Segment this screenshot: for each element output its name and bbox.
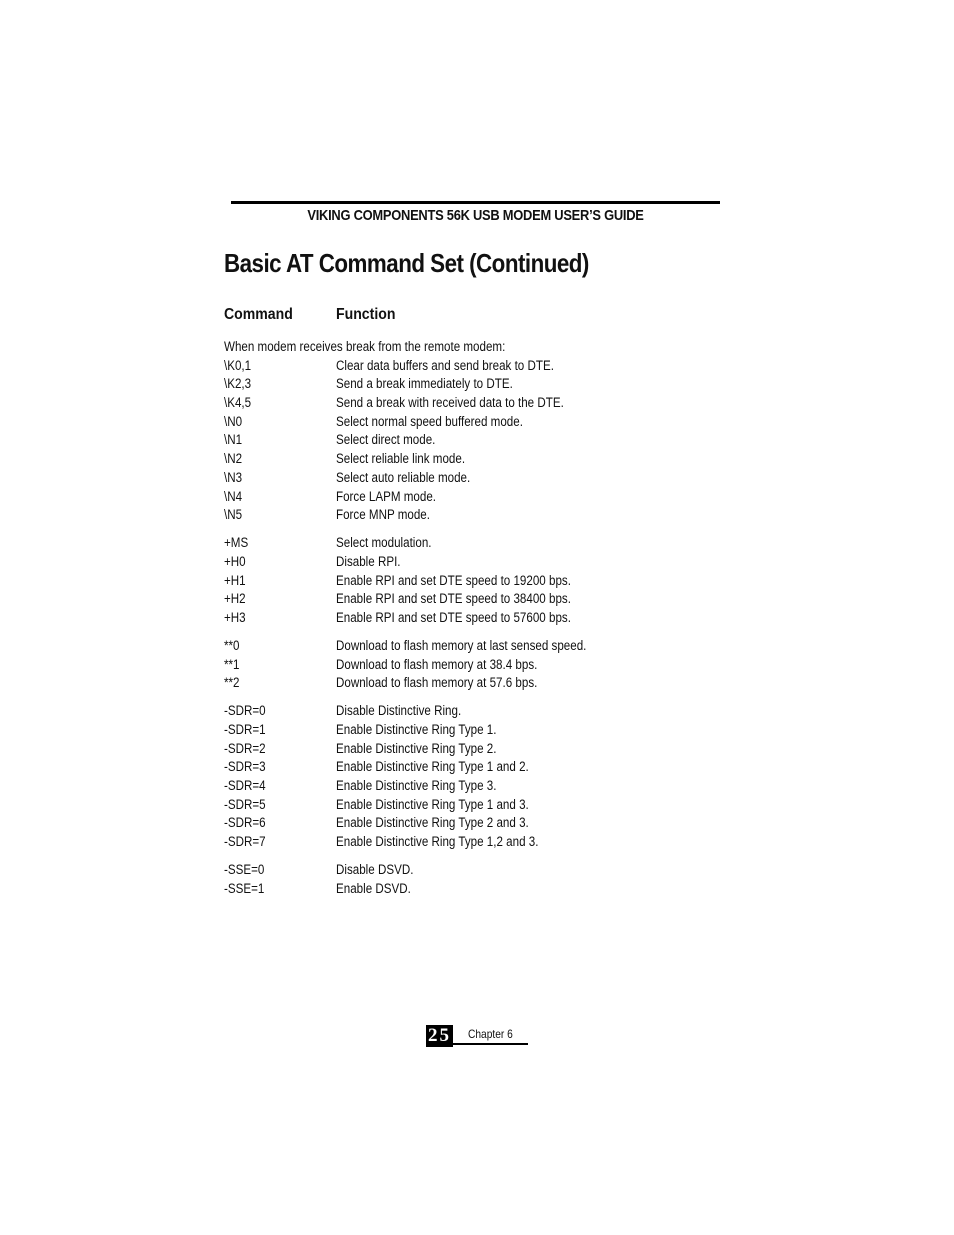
- function-cell: Force MNP mode.: [336, 507, 430, 523]
- command-cell: -SDR=7: [224, 834, 266, 850]
- table-row: [224, 469, 644, 488]
- column-header-command: Command: [224, 306, 293, 323]
- table-row: [224, 721, 644, 740]
- column-header-function: Function: [336, 306, 396, 323]
- command-cell: -SSE=1: [224, 880, 265, 896]
- command-cell: -SDR=3: [224, 759, 266, 775]
- table-row: [224, 572, 644, 591]
- page-number: 25: [428, 1025, 451, 1046]
- function-cell: Select auto reliable mode.: [336, 469, 471, 485]
- function-cell: Disable DSVD.: [336, 862, 414, 878]
- function-cell: Download to flash memory at last sensed speed.: [336, 637, 587, 653]
- header-rule: [231, 201, 720, 204]
- command-cell: +H0: [224, 553, 246, 569]
- function-cell: Enable RPI and set DTE speed to 57600 bps.: [336, 609, 571, 625]
- command-group: [224, 357, 644, 525]
- table-row: [224, 534, 644, 553]
- page-footer: [426, 1025, 528, 1047]
- command-cell: \K2,3: [224, 376, 252, 392]
- command-cell: **2: [224, 675, 240, 691]
- function-cell: Enable Distinctive Ring Type 1 and 2.: [336, 759, 529, 775]
- table-row: [224, 833, 644, 852]
- command-cell: +H1: [224, 572, 246, 588]
- command-cell: -SDR=1: [224, 721, 266, 737]
- table-row: [224, 553, 644, 572]
- page-title: Basic AT Command Set (Continued): [224, 248, 589, 278]
- command-cell: \N4: [224, 488, 243, 504]
- command-groups: [224, 357, 644, 899]
- table-row: [224, 590, 644, 609]
- function-cell: Enable Distinctive Ring Type 3.: [336, 778, 497, 794]
- function-cell: Enable Distinctive Ring Type 1 and 3.: [336, 796, 529, 812]
- table-row: [224, 880, 644, 899]
- table-row: [224, 758, 644, 777]
- command-cell: \N1: [224, 432, 243, 448]
- command-cell: \K0,1: [224, 357, 252, 373]
- function-cell: Enable Distinctive Ring Type 1.: [336, 721, 497, 737]
- table-row: [224, 656, 644, 675]
- function-cell: Enable Distinctive Ring Type 1,2 and 3.: [336, 834, 539, 850]
- command-cell: \N0: [224, 413, 243, 429]
- running-header: VIKING COMPONENTS 56K USB MODEM USER’S GUIDE: [307, 207, 644, 224]
- command-cell: -SSE=0: [224, 862, 265, 878]
- table-row: [224, 674, 644, 693]
- function-cell: Enable RPI and set DTE speed to 38400 bps.: [336, 591, 571, 607]
- function-cell: Select normal speed buffered mode.: [336, 413, 523, 429]
- command-cell: -SDR=2: [224, 740, 266, 756]
- table-row: [224, 702, 644, 721]
- table-row: [224, 413, 644, 432]
- function-cell: Select modulation.: [336, 535, 432, 551]
- command-cell: \N5: [224, 507, 243, 523]
- table-intro: When modem receives break from the remote modem:: [224, 339, 506, 354]
- table-row: [224, 740, 644, 759]
- chapter-label: Chapter 6: [468, 1027, 513, 1041]
- function-cell: Send a break with received data to the DTE.: [336, 395, 564, 411]
- table-row: [224, 357, 644, 376]
- function-cell: Enable RPI and set DTE speed to 19200 bps.: [336, 572, 571, 588]
- function-cell: Download to flash memory at 38.4 bps.: [336, 656, 538, 672]
- table-row: [224, 506, 644, 525]
- command-cell: +H2: [224, 591, 246, 607]
- command-cell: -SDR=6: [224, 815, 266, 831]
- command-group: [224, 637, 644, 693]
- command-cell: **1: [224, 656, 240, 672]
- table-row: [224, 861, 644, 880]
- command-cell: -SDR=5: [224, 796, 266, 812]
- function-cell: Select reliable link mode.: [336, 451, 466, 467]
- function-cell: Enable DSVD.: [336, 880, 411, 896]
- table-row: [224, 431, 644, 450]
- table-row: [224, 375, 644, 394]
- command-cell: **0: [224, 637, 240, 653]
- table-row: [224, 814, 644, 833]
- table-row: [224, 394, 644, 413]
- function-cell: Send a break immediately to DTE.: [336, 376, 513, 392]
- table-row: [224, 796, 644, 815]
- command-cell: \K4,5: [224, 395, 252, 411]
- command-cell: \N2: [224, 451, 243, 467]
- command-cell: -SDR=4: [224, 778, 266, 794]
- function-cell: Disable Distinctive Ring.: [336, 703, 462, 719]
- command-group: [224, 534, 644, 627]
- footer-rule: [453, 1043, 528, 1045]
- command-cell: -SDR=0: [224, 703, 266, 719]
- table-row: [224, 637, 644, 656]
- command-cell: +MS: [224, 535, 249, 551]
- command-table: [224, 338, 644, 898]
- command-cell: +H3: [224, 609, 246, 625]
- function-cell: Enable Distinctive Ring Type 2.: [336, 740, 497, 756]
- table-row: [224, 777, 644, 796]
- function-cell: Enable Distinctive Ring Type 2 and 3.: [336, 815, 529, 831]
- table-row: [224, 609, 644, 628]
- function-cell: Download to flash memory at 57.6 bps.: [336, 675, 538, 691]
- command-group: [224, 702, 644, 852]
- table-row: [224, 450, 644, 469]
- function-cell: Clear data buffers and send break to DTE.: [336, 357, 554, 373]
- table-row: [224, 488, 644, 507]
- command-cell: \N3: [224, 469, 243, 485]
- function-cell: Disable RPI.: [336, 553, 401, 569]
- function-cell: Select direct mode.: [336, 432, 436, 448]
- command-group: [224, 861, 644, 898]
- function-cell: Force LAPM mode.: [336, 488, 437, 504]
